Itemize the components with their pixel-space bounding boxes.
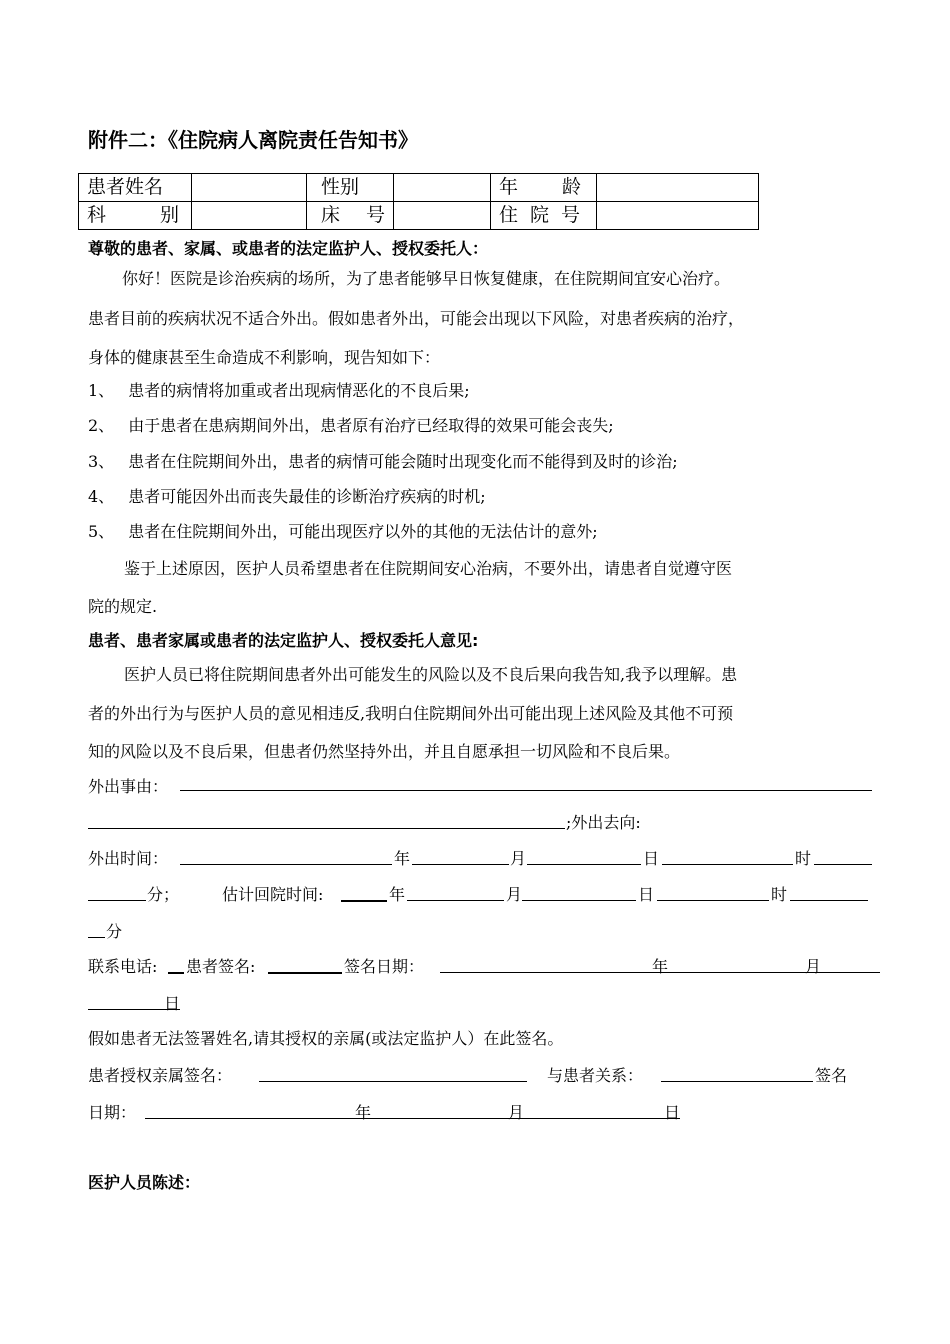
- admission-number-label: 住院号: [491, 202, 597, 230]
- paragraph-line: 者的外出行为与医护人员的意见相违反,我明白住院期间外出可能出现上述风险及其他不可预: [88, 704, 734, 723]
- phone-label: 联系电话:: [88, 957, 158, 976]
- paragraph-line: 医护人员已将住院期间患者外出可能发生的风险以及不良后果向我告知,我予以理解。患: [124, 665, 738, 684]
- return-year-field[interactable]: [341, 900, 387, 902]
- return-month-unit: 月: [506, 885, 523, 904]
- paragraph-line: 你好！医院是诊治疾病的场所，为了患者能够早日恢复健康，在住院期间宜安心治疗。: [122, 269, 731, 288]
- out-minute-field[interactable]: [814, 864, 872, 865]
- section-heading-opinion: 患者、患者家属或患者的法定监护人、授权委托人意见:: [88, 631, 479, 650]
- out-year-field[interactable]: [180, 864, 392, 865]
- section-heading-staff-statement: 医护人员陈述：: [88, 1173, 201, 1192]
- list-item: 5、 患者在住院期间外出，可能出现医疗以外的其他的无法估计的意外;: [88, 522, 598, 541]
- out-hour-unit: 时: [795, 849, 812, 868]
- department-label: 科别: [79, 202, 192, 230]
- out-minute-unit: 分；: [147, 885, 180, 904]
- proxy-note: 假如患者无法签署姓名,请其授权的亲属(或法定监护人）在此签名。: [88, 1029, 564, 1048]
- list-item: 4、 患者可能因外出而丧失最佳的诊断治疗疾病的时机;: [88, 487, 486, 506]
- out-hour-field[interactable]: [662, 864, 793, 865]
- return-month-field[interactable]: [407, 900, 504, 901]
- section-heading-notice: 尊敬的患者、家属、或患者的法定监护人、授权委托人：: [88, 239, 489, 258]
- return-minute-field-continued[interactable]: [88, 937, 105, 938]
- return-hour-field[interactable]: [657, 900, 769, 901]
- list-item: 3、 患者在住院期间外出，患者的病情可能会随时出现变化而不能得到及时的诊治;: [88, 452, 678, 471]
- relative-date-day-unit: 日: [664, 1103, 681, 1122]
- patient-info-table: [78, 173, 759, 230]
- out-month-unit: 月: [510, 849, 527, 868]
- patient-signature-field[interactable]: [268, 972, 342, 974]
- relative-signature-field[interactable]: [259, 1081, 527, 1082]
- reason-field-continued[interactable]: [88, 828, 565, 829]
- relative-date-month-unit: 月: [508, 1103, 525, 1122]
- out-month-field[interactable]: [412, 864, 509, 865]
- reason-field[interactable]: [180, 790, 872, 791]
- relative-sign-label: 患者授权亲属签名：: [88, 1066, 233, 1085]
- relation-label: 与患者关系：: [547, 1066, 644, 1085]
- return-minute-field[interactable]: [790, 900, 868, 901]
- sign-date-year-unit: 年: [652, 957, 669, 976]
- date-label: 日期：: [88, 1103, 137, 1122]
- document-title: 附件二：《住院病人离院责任告知书》: [88, 128, 418, 152]
- list-item: 1、 患者的病情将加重或者出现病情恶化的不良后果;: [88, 381, 470, 400]
- out-year-unit: 年: [394, 849, 411, 868]
- sign-date-day-unit: 日: [164, 994, 181, 1013]
- paragraph-line: 知的风险以及不良后果，但患者仍然坚持外出，并且自愿承担一切风险和不良后果。: [88, 742, 681, 761]
- relative-date-field[interactable]: [145, 1118, 680, 1119]
- gender-field[interactable]: [394, 174, 491, 202]
- bed-number-label: 床号: [307, 202, 394, 230]
- out-day-field[interactable]: [527, 864, 641, 865]
- out-minute-field-continued[interactable]: [88, 900, 146, 901]
- table-row: [79, 202, 759, 230]
- paragraph-line: 鉴于上述原因，医护人员希望患者在住院期间安心治病，不要外出，请患者自觉遵守医: [124, 559, 733, 578]
- paragraph-line: 院的规定.: [88, 597, 158, 616]
- admission-number-field[interactable]: [597, 202, 759, 230]
- reason-label: 外出事由：: [88, 777, 169, 796]
- return-year-unit: 年: [389, 885, 406, 904]
- return-time-label: 估计回院时间:: [222, 885, 324, 904]
- patient-name-field[interactable]: [192, 174, 307, 202]
- sign-date-month-unit: 月: [805, 957, 822, 976]
- phone-field[interactable]: [168, 972, 184, 974]
- return-hour-unit: 时: [771, 885, 788, 904]
- out-day-unit: 日: [643, 849, 660, 868]
- relative-sign-date-label: 签名: [815, 1066, 848, 1085]
- paragraph-line: 身体的健康甚至生命造成不利影响，现告知如下：: [88, 348, 441, 367]
- paragraph-line: 患者目前的疾病状况不适合外出。假如患者外出，可能会出现以下风险，对患者疾病的治疗，: [88, 309, 745, 328]
- list-item: 2、 由于患者在患病期间外出，患者原有治疗已经取得的效果可能会丧失;: [88, 416, 614, 435]
- out-time-label: 外出时间：: [88, 849, 169, 868]
- relative-date-year-unit: 年: [355, 1103, 372, 1122]
- patient-sign-label: 患者签名:: [186, 957, 256, 976]
- return-day-unit: 日: [638, 885, 655, 904]
- return-day-field[interactable]: [522, 900, 636, 901]
- patient-name-label: 患者姓名: [79, 174, 192, 202]
- destination-label: ;外出去向:: [566, 813, 641, 832]
- age-label: 年龄: [491, 174, 597, 202]
- sign-date-label: 签名日期：: [344, 957, 425, 976]
- return-minute-unit: 分: [106, 922, 123, 941]
- table-row: [79, 174, 759, 202]
- gender-label: 性别: [307, 174, 394, 202]
- relation-field[interactable]: [661, 1081, 813, 1082]
